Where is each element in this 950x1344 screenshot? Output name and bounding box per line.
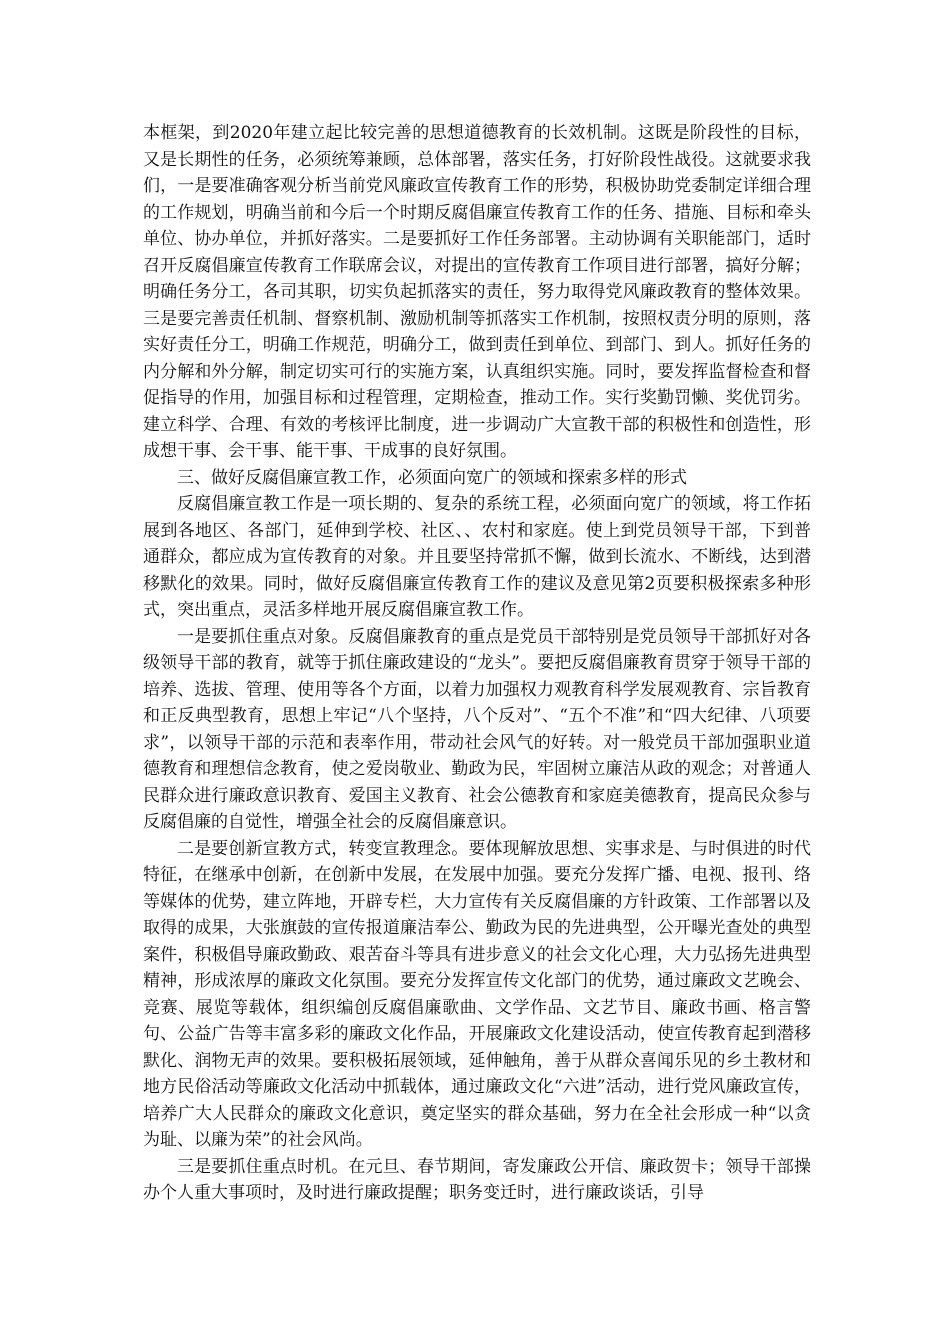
paragraph-1: 本框架，到2020年建立起比较完善的思想道德教育的长效机制。这既是阶段性的目标，又是长期性的任务，必须统筹兼顾，总体部署，落实任务，打好阶段性战役。这就要求我们，一是要准确客观分析当前党风廉政宣传教育工作的形势，积极协助党委制定详细合理的工作规划，明确当前和今后一个时期反腐倡廉宣传教育工作的任务、措施、目标和牵头单位、协办单位，并抓好落实。二是要抓好工作任务部署。主动协调有关职能部门，适时召开反腐倡廉宣传教育工作联席会议，对提出的宣传教育工作项目进行部署，搞好分解；明确任务分工，各司其职，切实负起抓落实的责任，努力取得党风廉政教育的整体效果。三是要完善责任机制、督察机制、激励机制等抓落实工作机制，按照权责分明的原则，落实好责任分工，明确工作规范，明确分工，做到责任到单位、到部门、到人。抓好任务的内分解和外分解，制定切实可行的实施方案，认真组织实施。同时，要发挥监督检查和督促指导的作用，加强目标和过程管理，定期检查，推动工作。实行奖勤罚懒、奖优罚劣。建立科学、合理、有效的考核评比制度，进一步调动广大宣教干部的积极性和创造性，形成想干事、会干事、能干事、干成事的良好氛围。 bbox=[143, 123, 811, 461]
paragraph-5: 三是要抓住重点时机。在元旦、春节期间，寄发廉政公开信、廉政贺卡；领导干部操办个人重大事项时，及时进行廉政提醒；职务变迁时，进行廉政谈话，引导 bbox=[143, 1156, 811, 1203]
document-body bbox=[143, 120, 811, 1207]
paragraph-2: 反腐倡廉宣教工作是一项长期的、复杂的系统工程，必须面向宽广的领域，将工作拓展到各地区、各部门，延伸到学校、社区、、农村和家庭。使上到党员领导干部，下到普通群众，都应成为宣传教育的对象。并且要坚持常抓不懈，做到长流水、不断线，达到潜移默化的效果。同时，做好反腐倡廉宣传教育工作的建议及意见第2页要积极探索多种形式，突出重点，灵活多样地开展反腐倡廉宣教工作。 bbox=[143, 494, 811, 620]
paragraph-4: 二是要创新宣教方式，转变宣教理念。要体现解放思想、实事求是、与时俱进的时代特征，在继承中创新，在创新中发展，在发展中加强。要充分发挥广播、电视、报刊、络等媒体的优势，建立阵地，开辟专栏，大力宣传有关反腐倡廉的方针政策、工作部署以及取得的成果，大张旗鼓的宣传报道廉洁奉公、勤政为民的先进典型，公开曝光查处的典型案件，积极倡导廉政勤政、艰苦奋斗等具有进步意义的社会文化心理，大力弘扬先进典型精神，形成浓厚的廉政文化氛围。要充分发挥宣传文化部门的优势，通过廉政文艺晚会、竞赛、展览等载体，组织编创反腐倡廉歌曲、文学作品、文艺节目、廉政书画、格言警句、公益广告等丰富多彩的廉政文化作品，开展廉政文化建设活动，使宣传教育起到潜移默化、润物无声的效果。要积极拓展领域，延伸触角，善于从群众喜闻乐见的乡土教材和地方民俗活动等廉政文化活动中抓载体，通过廉政文化“六进”活动，进行党风廉政宣传，培养广大人民群众的廉政文化意识，奠定坚实的群众基础，努力在全社会形成一种“以贪为耻、以廉为荣”的社会风尚。 bbox=[143, 838, 811, 1150]
section-heading-3: 三、做好反腐倡廉宣教工作，必须面向宽广的领域和探索多样的形式 bbox=[177, 467, 687, 488]
paragraph-3: 一是要抓住重点对象。反腐倡廉教育的重点是党员干部特别是党员领导干部抓好对各级领导干部的教育，就等于抓住廉政建设的“龙头”。要把反腐倡廉教育贯穿于领导干部的培养、选拔、管理、使用等各个方面，以着力加强权力观教育科学发展观教育、宗旨教育和正反典型教育，思想上牢记“八个坚持，八个反对”、“五个不准”和“四大纪律、八项要求”，以领导干部的示范和表率作用，带动社会风气的好转。对一般党员干部加强职业道德教育和理想信念教育，使之爱岗敬业、勤政为民，牢固树立廉洁从政的观念；对普通人民群众进行廉政意识教育、爱国主义教育、社会公德教育和家庭美德教育，提高民众参与反腐倡廉的自觉性，增强全社会的反腐倡廉意识。 bbox=[143, 626, 811, 832]
